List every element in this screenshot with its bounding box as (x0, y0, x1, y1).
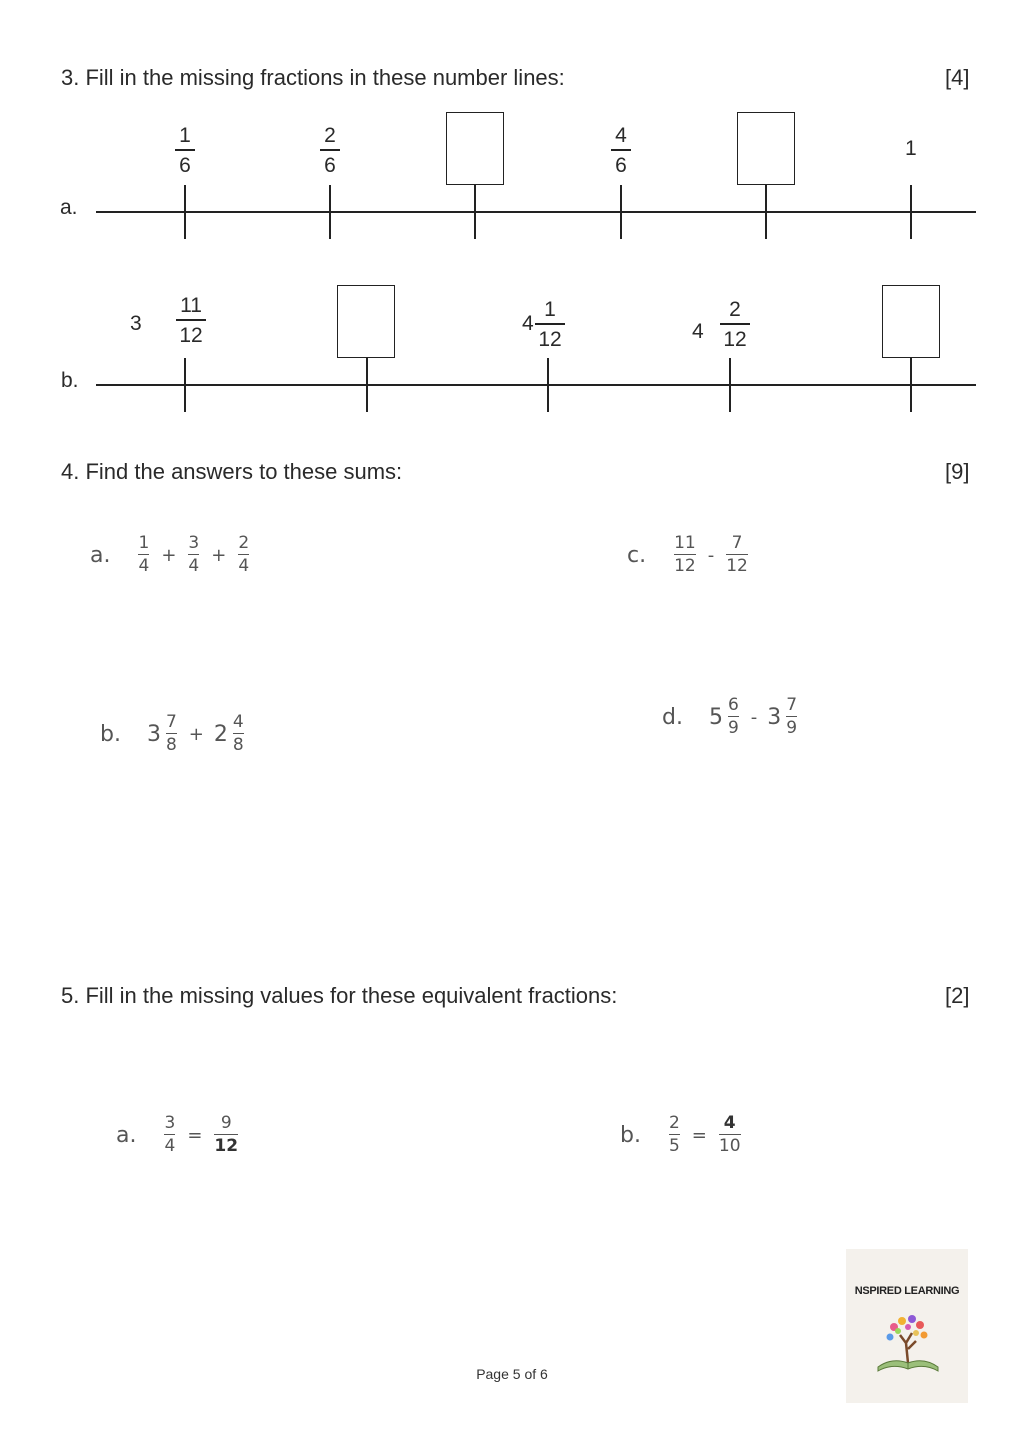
sum-c: c. 11 12 - 7 12 (627, 533, 748, 577)
sum-d: d. 5 6 9 - 3 7 9 (662, 695, 798, 739)
question-5-marks: [2] (945, 983, 970, 1008)
tick (620, 185, 622, 239)
answer-box[interactable] (446, 112, 504, 185)
fraction-label: 11 12 (176, 295, 206, 346)
fraction-label: 1 12 (535, 299, 565, 350)
sum-b: b. 3 7 8 + 2 4 8 (100, 712, 244, 756)
fraction-label: 2 6 (320, 125, 340, 176)
equivalent-b: b. 2 5 = 4 10 (620, 1113, 741, 1157)
question-3-marks: [4] (945, 65, 970, 90)
question-5-text: 5. Fill in the missing values for these equivalent fractions: (61, 983, 618, 1008)
tick (910, 185, 912, 239)
number-line-a (96, 211, 976, 213)
tick (474, 185, 476, 239)
mixed-whole: 4 (692, 320, 704, 343)
fraction-label: 2 12 (720, 299, 750, 350)
question-4-marks: [9] (945, 459, 970, 484)
tick (329, 185, 331, 239)
mixed-whole: 4 (522, 312, 534, 335)
number-line-b-label: b. (61, 369, 79, 392)
tick (184, 358, 186, 412)
answer-box[interactable] (882, 285, 940, 358)
tick (184, 185, 186, 239)
question-4-text: 4. Find the answers to these sums: (61, 459, 403, 484)
tick (366, 358, 368, 412)
logo-text: NSPIRED LEARNING (854, 1285, 960, 1297)
tick (765, 185, 767, 239)
sum-a: a. 1 4 + 3 4 + 2 4 (90, 533, 250, 577)
fraction-label: 1 6 (175, 125, 195, 176)
answer-box[interactable] (737, 112, 795, 185)
tick (547, 358, 549, 412)
logo (846, 1249, 968, 1403)
end-value-label: 1 (905, 137, 917, 160)
page-number: Page 5 of 6 (476, 1366, 548, 1382)
tree-book-icon (872, 1309, 944, 1373)
tick (910, 358, 912, 412)
question-3-text: 3. Fill in the missing fractions in these number lines: (61, 65, 565, 90)
tick (729, 358, 731, 412)
equivalent-a: a. 3 4 = 9 12 (116, 1113, 239, 1157)
answer-box[interactable] (337, 285, 395, 358)
number-line-b (96, 384, 976, 386)
number-line-a-label: a. (60, 196, 78, 219)
mixed-whole: 3 (130, 312, 142, 335)
fraction-label: 4 6 (611, 125, 631, 176)
